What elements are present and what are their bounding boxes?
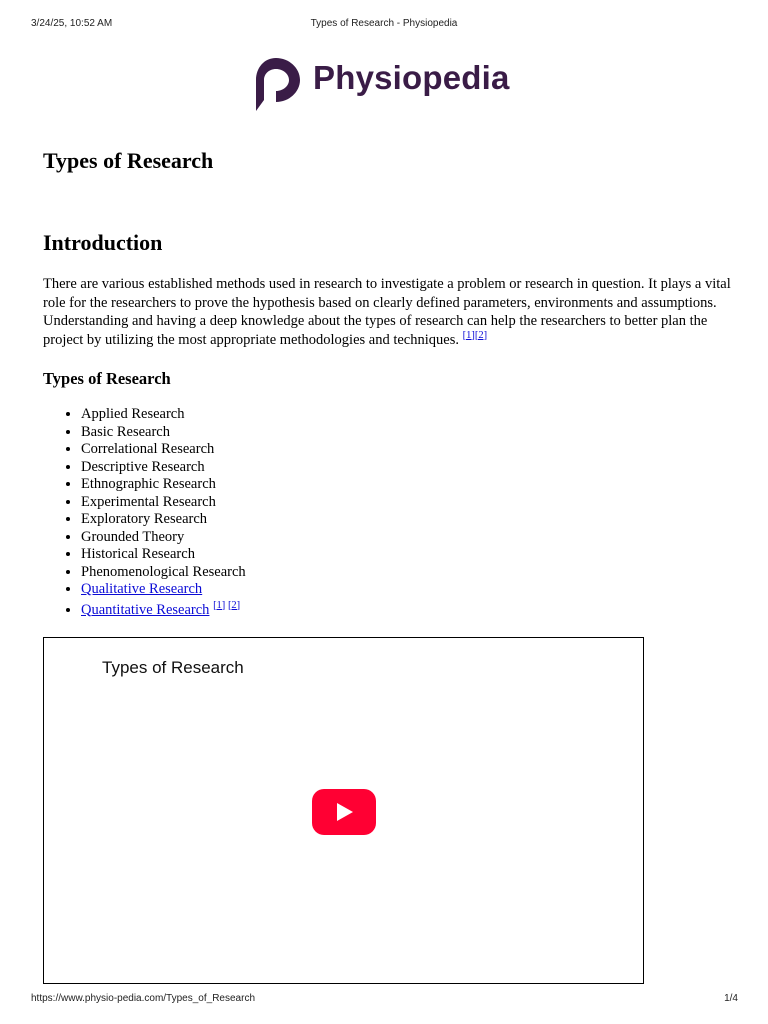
quantitative-citations — [213, 600, 240, 611]
list-item: • Grounded Theory — [81, 529, 246, 547]
embedded-video[interactable] — [43, 637, 644, 984]
list-item: • Descriptive Research — [81, 459, 246, 477]
introduction-citations — [463, 330, 488, 341]
types-of-research-list — [43, 406, 246, 619]
page-title: Types of Research — [43, 148, 214, 173]
print-header — [0, 18, 768, 32]
list-item: • Basic Research — [81, 424, 246, 442]
citation-link-2[interactable]: [2] — [227, 599, 241, 611]
page-number: 1/4 — [724, 993, 738, 1004]
list-item: • Experimental Research — [81, 494, 246, 512]
video-title[interactable]: Types of Research — [102, 658, 244, 677]
list-item: • Correlational Research — [81, 441, 246, 459]
list-item: • Phenomenological Research — [81, 564, 246, 582]
logo-wordmark: Physiopedia — [313, 59, 510, 96]
introduction-paragraph — [43, 275, 733, 349]
list-item-qualitative — [81, 581, 246, 599]
list-item: • Ethnographic Research — [81, 476, 246, 494]
qualitative-research-link[interactable]: Qualitative Research — [81, 581, 203, 597]
list-item-quantitative — [81, 599, 246, 620]
physiopedia-logo-icon — [254, 55, 304, 113]
citation-link-2[interactable]: [2] — [474, 329, 488, 341]
youtube-play-icon[interactable] — [312, 789, 376, 835]
citation-link-1[interactable]: [1] — [462, 329, 475, 341]
types-of-research-heading: Types of Research — [43, 369, 171, 388]
citation-link-1[interactable]: [1] — [213, 599, 226, 611]
introduction-text: There are various established methods used in research to investigate a problem or research in question. It plays a vital role for the researchers to prove the hypothesis based on clearly defined parameters, environments and assumptions. Understanding and having a deep knowledge about the types of research can help the researchers to better plan the project by utilizing the most appropriate methodologies and techniques. — [43, 276, 731, 348]
page-url: https://www.physio-pedia.com/Types_of_Research — [31, 993, 255, 1004]
introduction-heading: Introduction — [43, 230, 163, 255]
physiopedia-logo[interactable] — [254, 55, 510, 115]
list-item: • Historical Research — [81, 546, 246, 564]
print-page-title: Types of Research - Physiopedia — [310, 18, 458, 29]
list-item: • Applied Research — [81, 406, 246, 424]
list-item: • Exploratory Research — [81, 511, 246, 529]
print-footer — [0, 993, 768, 1007]
print-datetime: 3/24/25, 10:52 AM — [31, 18, 113, 29]
quantitative-research-link[interactable]: Quantitative Research — [81, 601, 210, 618]
